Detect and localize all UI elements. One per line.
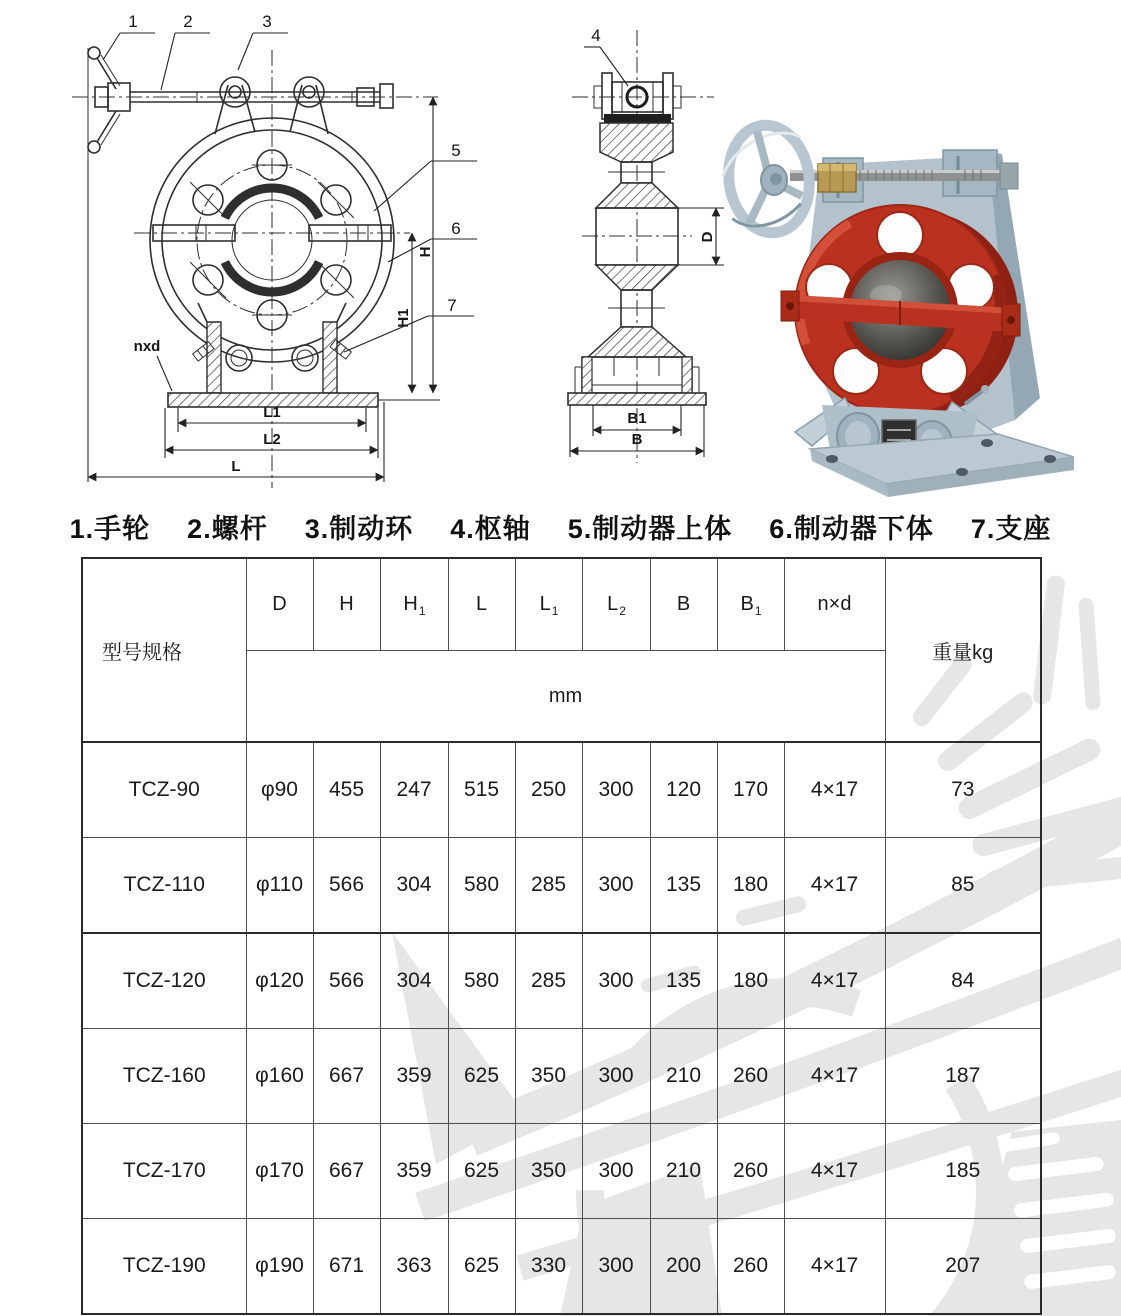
dim-label-h: H	[417, 246, 434, 258]
value-cell: 4×17	[784, 742, 885, 838]
value-cell: 180	[717, 933, 784, 1029]
legend-item-lower-body: 6.制动器下体	[769, 513, 934, 544]
legend-item-support: 7.支座	[970, 513, 1052, 544]
value-cell: φ160	[246, 1029, 313, 1124]
callout-7: 7	[447, 296, 457, 315]
legend-item-upper-body: 5.制动器上体	[567, 513, 733, 544]
weight-cell: 85	[885, 838, 1041, 934]
value-cell: 625	[448, 1219, 515, 1315]
value-cell: 566	[313, 838, 380, 934]
dim-label-l1: L1	[263, 404, 281, 421]
weight-cell: 187	[885, 1029, 1041, 1124]
dim-label-l2: L2	[263, 431, 281, 448]
parts-legend	[0, 504, 1121, 548]
value-cell: 247	[380, 742, 448, 838]
value-cell: φ190	[246, 1219, 313, 1315]
model-cell: TCZ-120	[82, 933, 246, 1029]
value-cell: 200	[650, 1219, 717, 1315]
column-header-h1: $H_1$	[380, 558, 448, 651]
dim-label-b: B	[631, 431, 643, 448]
value-cell: 625	[448, 1029, 515, 1124]
dim-label-d: D	[699, 231, 716, 243]
value-cell: φ120	[246, 933, 313, 1029]
model-cell: TCZ-170	[82, 1124, 246, 1219]
value-cell: φ90	[246, 742, 313, 838]
value-cell: 135	[650, 838, 717, 934]
value-cell: 667	[313, 1124, 380, 1219]
legend-item-screw: 2.螺杆	[187, 513, 268, 544]
column-header-b1: $B_1$	[717, 558, 784, 651]
dim-label-b1: B1	[627, 410, 647, 427]
value-cell: 260	[717, 1219, 784, 1315]
legend-item-brake-ring: 3.制动环	[304, 513, 414, 544]
side-view-drawing	[568, 26, 724, 463]
value-cell: 285	[515, 933, 582, 1029]
value-cell: 4×17	[784, 933, 885, 1029]
callout-2: 2	[183, 12, 193, 31]
support-base	[168, 303, 378, 407]
product-photo	[694, 107, 1074, 497]
value-cell: 4×17	[784, 1124, 885, 1219]
value-cell: 667	[313, 1029, 380, 1124]
column-header-b: B	[650, 558, 717, 651]
unit-cell: mm	[246, 651, 885, 743]
value-cell: 4×17	[784, 1029, 885, 1124]
value-cell: 300	[582, 742, 650, 838]
side-view-callouts	[584, 26, 628, 86]
value-cell: 580	[448, 933, 515, 1029]
value-cell: φ170	[246, 1124, 313, 1219]
value-cell: φ110	[246, 838, 313, 934]
column-header-h: H	[313, 558, 380, 651]
value-cell: 304	[380, 838, 448, 934]
weight-cell: 73	[885, 742, 1041, 838]
value-cell: 285	[515, 838, 582, 934]
value-cell: 4×17	[784, 838, 885, 934]
value-cell: 300	[582, 1029, 650, 1124]
value-cell: 260	[717, 1124, 784, 1219]
callout-4: 4	[591, 26, 601, 45]
weight-header: 重量kg	[885, 558, 1041, 742]
value-cell: 180	[717, 838, 784, 934]
table-row	[82, 838, 1041, 934]
dim-label-h1: H1	[395, 308, 412, 328]
value-cell: 250	[515, 742, 582, 838]
value-cell: 330	[515, 1219, 582, 1315]
value-cell: 359	[380, 1029, 448, 1124]
front-view-callouts	[103, 12, 477, 352]
table-row	[82, 1029, 1041, 1124]
table-row	[82, 1219, 1041, 1315]
technical-figures	[0, 0, 1121, 505]
header-row	[82, 558, 1041, 651]
value-cell: 300	[582, 933, 650, 1029]
value-cell: 260	[717, 1029, 784, 1124]
value-cell: 120	[650, 742, 717, 838]
callout-6: 6	[451, 219, 461, 238]
column-header-l1: $L_1$	[515, 558, 582, 651]
value-cell: 170	[717, 742, 784, 838]
column-header-l2: $L_2$	[582, 558, 650, 651]
screw-rod	[130, 84, 393, 108]
value-cell: 210	[650, 1124, 717, 1219]
value-cell: 359	[380, 1124, 448, 1219]
value-cell: 300	[582, 1219, 650, 1315]
value-cell: 300	[582, 1124, 650, 1219]
column-header-nxd: n×d	[784, 558, 885, 651]
column-header-d: D	[246, 558, 313, 651]
weight-cell: 84	[885, 933, 1041, 1029]
legend-item-pivot: 4.枢轴	[450, 513, 531, 544]
callout-3: 3	[262, 12, 272, 31]
front-view-drawing	[72, 12, 477, 488]
model-cell: TCZ-90	[82, 742, 246, 838]
value-cell: 304	[380, 933, 448, 1029]
table-row	[82, 933, 1041, 1029]
value-cell: 671	[313, 1219, 380, 1315]
column-header-l: L	[448, 558, 515, 651]
model-spec-header: 型号规格	[82, 558, 246, 742]
value-cell: 455	[313, 742, 380, 838]
value-cell: 350	[515, 1029, 582, 1124]
value-cell: 350	[515, 1124, 582, 1219]
weight-cell: 185	[885, 1124, 1041, 1219]
weight-cell: 207	[885, 1219, 1041, 1315]
model-cell: TCZ-160	[82, 1029, 246, 1124]
table-row	[82, 742, 1041, 838]
value-cell: 580	[448, 838, 515, 934]
table-row	[82, 1124, 1041, 1219]
handwheel	[88, 47, 130, 160]
dim-label-nxd: nxd	[133, 338, 161, 355]
value-cell: 515	[448, 742, 515, 838]
model-cell: TCZ-110	[82, 838, 246, 934]
model-cell: TCZ-190	[82, 1219, 246, 1315]
value-cell: 363	[380, 1219, 448, 1315]
callout-5: 5	[451, 141, 461, 160]
callout-1: 1	[128, 12, 138, 31]
spec-table	[81, 557, 1042, 1315]
legend-item-handwheel: 1.手轮	[69, 513, 151, 544]
dim-label-l: L	[231, 458, 241, 475]
value-cell: 566	[313, 933, 380, 1029]
value-cell: 300	[582, 838, 650, 934]
value-cell: 4×17	[784, 1219, 885, 1315]
value-cell: 625	[448, 1124, 515, 1219]
value-cell: 135	[650, 933, 717, 1029]
value-cell: 210	[650, 1029, 717, 1124]
